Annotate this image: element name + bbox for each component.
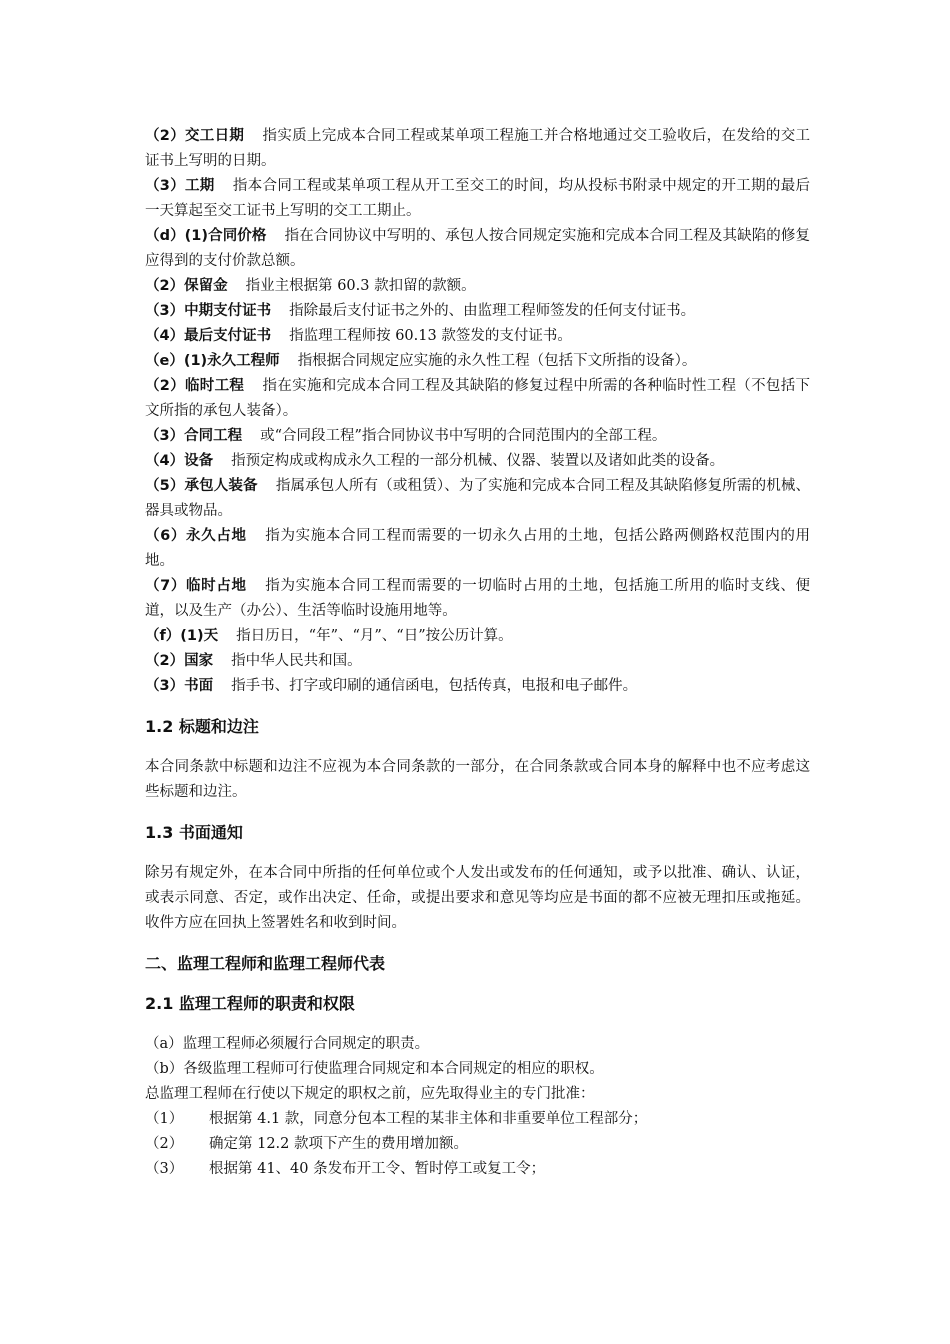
definition-term: （2）交工日期 <box>145 128 245 144</box>
section-body-1-2: 本合同条款中标题和边注不应视为本合同条款的一部分，在合同条款或合同本身的解释中也不应考虑这些标题和边注。 <box>145 759 810 800</box>
definition-term: （6）永久占地 <box>145 528 247 544</box>
document-page <box>145 124 810 1182</box>
definition-text: 指业主根据第 60.3 款扣留的款额。 <box>245 278 476 294</box>
definition-item <box>145 474 810 524</box>
definition-text: 指为实施本合同工程而需要的一切永久占用的土地，包括公路两侧路权范围内的用地。 <box>145 528 811 569</box>
definitions-list <box>145 124 810 699</box>
definition-item <box>145 449 810 474</box>
section-line: （b）各级监理工程师可行使监理合同规定和本合同规定的相应的职权。 <box>145 1061 604 1077</box>
section-line: 总监理工程师在行使以下规定的职权之前，应先取得业主的专门批准： <box>145 1086 595 1102</box>
definition-term: （f）(1)天 <box>145 628 219 644</box>
numbered-item <box>145 1107 810 1132</box>
definition-term: （3）中期支付证书 <box>145 303 272 319</box>
definition-item <box>145 224 810 274</box>
section-body-1-3: 除另有规定外，在本合同中所指的任何单位或个人发出或发布的任何通知，或予以批准、确认、认证，或表示同意、否定，或作出决定、任命，或提出要求和意见等均应是书面的都不应被无理扣压或拖延。收件方应在回执上签署姓名和收到时间。 <box>145 865 810 931</box>
definition-text: 指为实施本合同工程而需要的一切临时占用的土地，包括施工所用的临时支线、便道，以及生产（办公）、生活等临时设施用地等。 <box>145 578 811 619</box>
item-text: 根据第 41、40 条发布开工令、暂时停工或复工令； <box>209 1161 546 1177</box>
definition-term: （4）设备 <box>145 453 214 469</box>
definition-term: （2）临时工程 <box>145 378 245 394</box>
definition-text: 指预定构成或构成永久工程的一部分机械、仪器、装置以及诸如此类的设备。 <box>231 453 725 469</box>
definition-term: （3）书面 <box>145 678 214 694</box>
item-number: （2） <box>145 1136 184 1152</box>
definition-item <box>145 624 810 649</box>
item-number: （3） <box>145 1161 184 1177</box>
numbered-item <box>145 1132 810 1157</box>
definition-text: 指中华人民共和国。 <box>231 653 362 669</box>
definition-item <box>145 374 810 424</box>
definition-item <box>145 649 810 674</box>
definition-term: （3）工期 <box>145 178 215 194</box>
definition-item <box>145 674 810 699</box>
definition-text: 指属承包人所有（或租赁）、为了实施和完成本合同工程及其缺陷修复所需的机械、器具或物品。 <box>145 478 810 519</box>
definition-text: 指手书、打字或印刷的通信函电，包括传真，电报和电子邮件。 <box>231 678 638 694</box>
definition-item <box>145 124 810 174</box>
definition-item <box>145 324 810 349</box>
item-text: 确定第 12.2 款项下产生的费用增加额。 <box>209 1136 469 1152</box>
section-line: （a）监理工程师必须履行合同规定的职责。 <box>145 1036 430 1052</box>
definition-term: （2）国家 <box>145 653 214 669</box>
section-heading-2-1: 2.1 监理工程师的职责和权限 <box>145 994 355 1013</box>
definition-text: 指监理工程师按 60.13 款签发的支付证书。 <box>289 328 572 344</box>
definition-term: （d）(1)合同价格 <box>145 228 267 244</box>
definition-item <box>145 274 810 299</box>
definition-item <box>145 574 810 624</box>
definition-item <box>145 349 810 374</box>
definition-text: 指日历日，“年”、“月”、“日”按公历计算。 <box>236 628 513 644</box>
definition-item <box>145 299 810 324</box>
definition-term: （7）临时占地 <box>145 578 247 594</box>
definition-term: （e）(1)永久工程师 <box>145 353 280 369</box>
section-heading-1-3: 1.3 书面通知 <box>145 823 243 842</box>
definition-item <box>145 424 810 449</box>
item-number: （1） <box>145 1111 184 1127</box>
numbered-item <box>145 1157 810 1182</box>
item-text: 根据第 4.1 款，同意分包本工程的某非主体和非重要单位工程部分； <box>209 1111 648 1127</box>
definition-term: （3）合同工程 <box>145 428 243 444</box>
definition-text: 指在实施和完成本合同工程及其缺陷的修复过程中所需的各种临时性工程（不包括下文所指的承包人装备）。 <box>145 378 811 419</box>
definition-text: 指除最后支付证书之外的、由监理工程师签发的任何支付证书。 <box>289 303 696 319</box>
definition-text: 指本合同工程或某单项工程从开工至交工的时间，均从投标书附录中规定的开工期的最后一天算起至交工证书上写明的交工工期止。 <box>145 178 811 219</box>
definition-term: （4）最后支付证书 <box>145 328 272 344</box>
definition-term: （5）承包人装备 <box>145 478 258 494</box>
definition-text: 指根据合同规定应实施的永久性工程（包括下文所指的设备）。 <box>297 353 697 369</box>
definition-text: 指在合同协议中写明的、承包人按合同规定实施和完成本合同工程及其缺陷的修复应得到的支付价款总额。 <box>145 228 810 269</box>
definition-item <box>145 174 810 224</box>
definition-item <box>145 524 810 574</box>
definition-text: 或“合同段工程”指合同协议书中写明的合同范围内的全部工程。 <box>260 428 667 444</box>
section-heading-1-2: 1.2 标题和边注 <box>145 717 259 736</box>
definition-text: 指实质上完成本合同工程或某单项工程施工并合格地通过交工验收后，在发给的交工证书上写明的日期。 <box>145 128 811 169</box>
chapter-heading-2: 二、监理工程师和监理工程师代表 <box>145 954 386 973</box>
definition-term: （2）保留金 <box>145 278 228 294</box>
